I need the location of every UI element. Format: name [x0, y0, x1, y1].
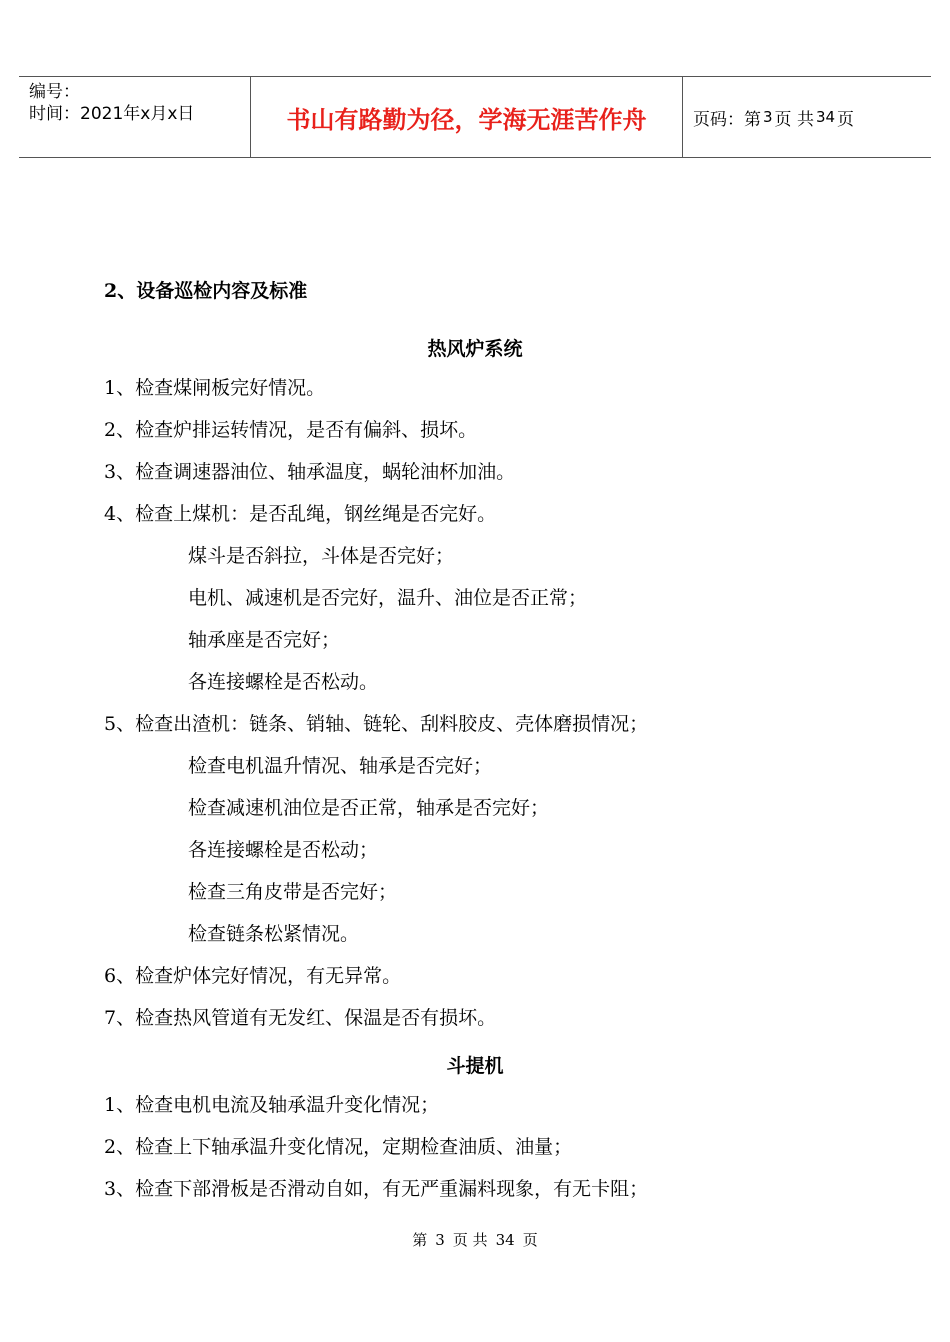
- footer-prefix: 第: [412, 1231, 428, 1249]
- list-item: 煤斗是否斜拉，斗体是否完好；: [188, 545, 455, 567]
- list-item: 1、检查电机电流及轴承温升变化情况；: [104, 1094, 440, 1116]
- list-item: 轴承座是否完好；: [188, 629, 341, 651]
- list-item: 检查减速机油位是否正常，轴承是否完好；: [188, 797, 550, 819]
- subsection-title: 热风炉系统: [427, 338, 523, 360]
- page-total: 34: [815, 108, 836, 126]
- page-number: 3: [763, 108, 773, 126]
- section-title: 2、设备巡检内容及标准: [104, 280, 308, 302]
- page-footer: [0, 1229, 950, 1250]
- page-header: [19, 76, 931, 158]
- list-item: 3、检查调速器油位、轴承温度，蜗轮油杯加油。: [104, 461, 516, 483]
- list-item: 1、检查煤闸板完好情况。: [104, 377, 326, 399]
- subsection-title: 斗提机: [446, 1055, 504, 1077]
- list-item: 检查电机温升情况、轴承是否完好；: [188, 755, 493, 777]
- page-prefix: 页码：第: [693, 109, 761, 130]
- document-time: 时间：2021年x月x日: [29, 104, 195, 124]
- list-item: 2、检查炉排运转情况，是否有偏斜、损坏。: [104, 419, 478, 441]
- document-number: 编号：: [29, 82, 80, 102]
- page-suffix: 页: [837, 109, 855, 130]
- list-item: 检查链条松紧情况。: [188, 923, 360, 945]
- list-item: 5、检查出渣机：链条、销轴、链轮、刮料胶皮、壳体磨损情况；: [104, 713, 649, 735]
- list-item: 各连接螺栓是否松动；: [188, 839, 379, 861]
- header-motto: 书山有路勤为径，学海无涯苦作舟: [251, 77, 683, 157]
- list-item: 3、检查下部滑板是否滑动自如，有无严重漏料现象，有无卡阻；: [104, 1178, 649, 1200]
- list-item: 6、检查炉体完好情况，有无异常。: [104, 965, 402, 987]
- page-mid: 页 共: [774, 109, 814, 130]
- list-item: 检查三角皮带是否完好；: [188, 881, 398, 903]
- header-meta: [19, 77, 251, 157]
- footer-mid: 页 共: [452, 1231, 488, 1249]
- list-item: 电机、减速机是否完好，温升、油位是否正常；: [188, 587, 588, 609]
- footer-page-number: 3: [435, 1231, 445, 1249]
- list-item: 各连接螺栓是否松动。: [188, 671, 379, 693]
- footer-suffix: 页: [522, 1231, 538, 1249]
- list-item: 4、检查上煤机：是否乱绳，钢丝绳是否完好。: [104, 503, 497, 525]
- list-item: 2、检查上下轴承温升变化情况，定期检查油质、油量；: [104, 1136, 573, 1158]
- header-page-info: [683, 77, 931, 157]
- list-item: 7、检查热风管道有无发红、保温是否有损坏。: [104, 1007, 497, 1029]
- footer-page-total: 34: [495, 1231, 515, 1249]
